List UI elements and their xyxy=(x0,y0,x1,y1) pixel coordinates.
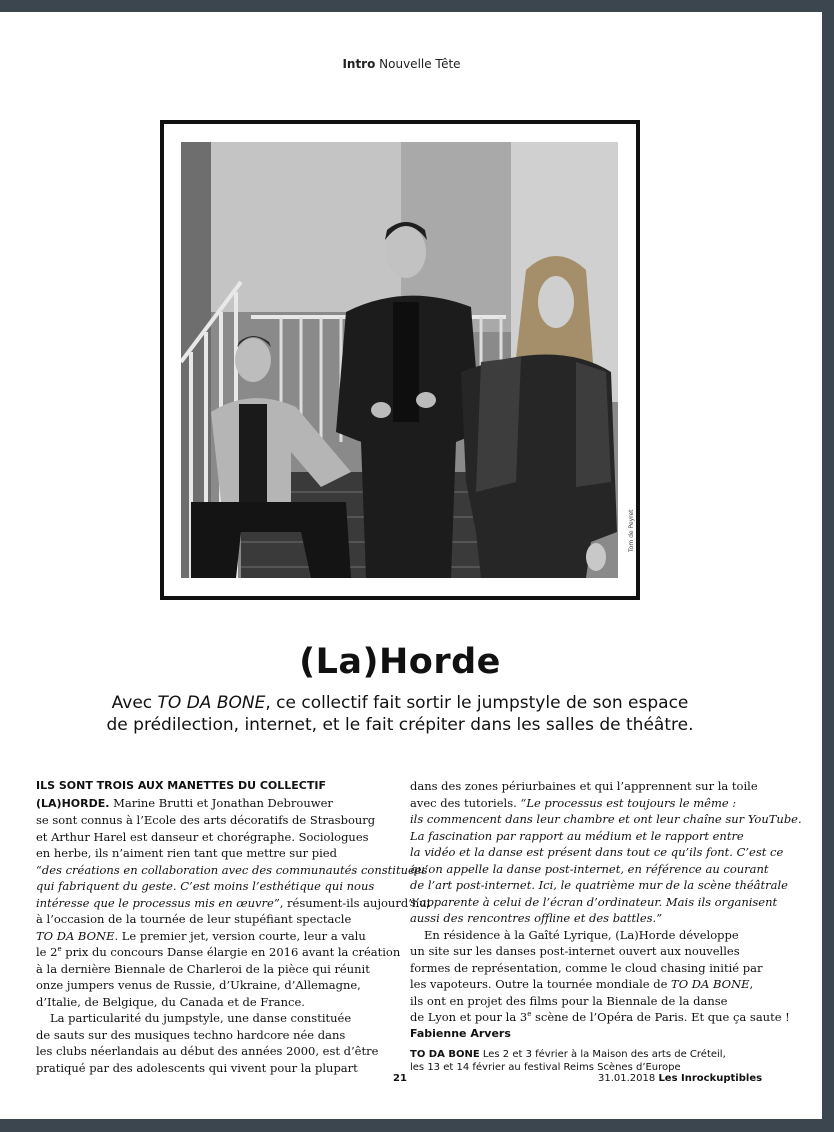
standfirst-line-2: de prédilection, internet, et le fait crépiter dans les salles de théâtre. xyxy=(106,715,694,735)
quote-line: aussi des rencontres offline et des battles.” xyxy=(410,911,663,925)
info-segment: Les 2 et 3 février à la Maison des arts de Créteil, xyxy=(479,1049,726,1060)
text-line: formes de représentation, comme le cloud chasing initié par xyxy=(410,960,763,975)
text-line xyxy=(36,944,401,961)
text-segment: de Lyon et pour la 3 xyxy=(410,1010,528,1024)
show-title: TO DA BONE xyxy=(36,928,115,943)
text-line: dans des zones périurbaines et qui l’apprennent sur la toile xyxy=(410,779,758,793)
text-line: ils ont en projet des films pour la Biennale de la danse xyxy=(410,993,728,1008)
info-line: les 13 et 14 février au festival Reims Scènes d’Europe xyxy=(410,1062,681,1073)
page-number: 21 xyxy=(393,1073,407,1084)
text-line: en herbe, ils n’aiment rien tant que mettre sur pied xyxy=(36,846,337,860)
text-line: un site sur les danses post-internet ouvert aux nouvelles xyxy=(410,944,740,958)
text-line xyxy=(36,895,431,912)
text-segment: . Le premier jet, version courte, leur a valu xyxy=(114,928,366,943)
photo-credit: Tom de Peyret xyxy=(628,509,635,552)
group-photo xyxy=(181,142,618,578)
quote-line: qu’on appelle la danse post-internet, en référence au courant xyxy=(410,861,769,876)
quote-line: La fascination par rapport au médium et le rapport entre xyxy=(410,828,744,843)
text-line: et Arthur Harel est danseur et chorégraphe. Sociologues xyxy=(36,829,369,844)
text-line: les clubs néerlandais au début des années 2000, est d’être xyxy=(36,1044,379,1058)
lead-in-line-2: (LA)HORDE. xyxy=(36,796,110,810)
text-segment: , xyxy=(749,977,754,991)
quote-line: s’apparente à celui de l’écran d’ordinateur. Mais ils organisent xyxy=(410,894,778,909)
text-segment: , résument-ils aujourd’hui xyxy=(279,895,431,910)
quote-line: “des créations en collaboration avec des communautés constituées xyxy=(36,862,428,877)
quote-line: la vidéo et la danse est présent dans tout ce qu’ils font. C’est ce xyxy=(410,845,784,859)
issue-date-line xyxy=(598,1073,762,1084)
text-column-1 xyxy=(36,778,431,1076)
text-line: de sauts sur des musiques techno hardcore née dans xyxy=(36,1027,346,1042)
magazine-page xyxy=(0,12,822,1119)
text-line xyxy=(410,976,770,993)
magazine-name: Les Inrockuptibles xyxy=(658,1073,763,1084)
text-line: onze jumpers venus de Russie, d’Ukraine, d’Allemagne, xyxy=(36,978,361,992)
text-column-2 xyxy=(410,778,802,1074)
section-label: Intro xyxy=(342,57,376,71)
info-show-title: TO DA BONE xyxy=(410,1049,480,1060)
text-segment: Marine Brutti et Jonathan Debrouwer xyxy=(109,795,333,810)
info-line xyxy=(410,1048,770,1061)
text-segment: prix du concours Danse élargie en 2016 avant la création xyxy=(61,945,401,959)
quote-segment: “Le processus est toujours le même : xyxy=(520,795,737,810)
text-segment: les vapoteurs. Outre la tournée mondiale de xyxy=(410,977,672,991)
article-title: (La)Horde xyxy=(299,642,501,682)
issue-date: 31.01.2018 xyxy=(598,1073,659,1084)
text-line: à la dernière Biennale de Charleroi de la pièce qui réunit xyxy=(36,961,370,976)
quote-line: de l’art post-internet. Ici, le quatrième mur de la scène théâtrale xyxy=(410,878,788,892)
paragraph-start-line: La particularité du jumpstyle, une danse constituée xyxy=(50,1011,352,1025)
text-segment: avec des tutoriels. xyxy=(410,795,521,810)
standfirst-pre: Avec xyxy=(111,693,158,713)
text-line: se sont connus à l’Ecole des arts décoratifs de Strasbourg xyxy=(36,813,376,827)
lead-in-line-1: ILS SONT TROIS AUX MANETTES DU COLLECTIF xyxy=(36,779,326,792)
standfirst-line-1 xyxy=(60,692,740,714)
text-line: d’Italie, de Belgique, du Canada et de France. xyxy=(36,994,305,1009)
quote-segment: intéresse que le processus mis en œuvre” xyxy=(36,895,280,910)
text-line: à l’occasion de la tournée de leur stupéfiant spectacle xyxy=(36,912,352,926)
section-heading xyxy=(0,57,803,71)
paragraph-start-line: En résidence à la Gaîté Lyrique, (La)Horde développe xyxy=(424,927,739,942)
text-line: pratiqué par des adolescents qui vivent pour la plupart xyxy=(36,1060,358,1075)
article-standfirst xyxy=(60,692,740,736)
quote-line: qui fabriquent du geste. C’est moins l’esthétique qui nous xyxy=(36,879,375,893)
text-segment: le 2 xyxy=(36,945,58,959)
ordinal-suffix: e xyxy=(527,1010,532,1019)
author-signature: Fabienne Arvers xyxy=(410,1026,511,1040)
text-line xyxy=(410,795,770,812)
text-line xyxy=(410,1009,790,1026)
text-line xyxy=(36,795,386,813)
show-dates-info xyxy=(410,1048,770,1074)
show-title: TO DA BONE xyxy=(671,977,750,991)
standfirst-post: , ce collectif fait sortir le jumpstyle de son espace xyxy=(265,693,689,713)
text-segment: scène de l’Opéra de Paris. Et que ça saute ! xyxy=(531,1010,790,1024)
standfirst-show-title: TO DA BONE xyxy=(157,693,266,713)
ordinal-suffix: e xyxy=(57,945,62,954)
text-line xyxy=(36,928,386,945)
section-subtitle: Nouvelle Tête xyxy=(375,57,461,71)
quote-line: ils commencent dans leur chambre et ont leur chaîne sur YouTube. xyxy=(410,812,802,826)
